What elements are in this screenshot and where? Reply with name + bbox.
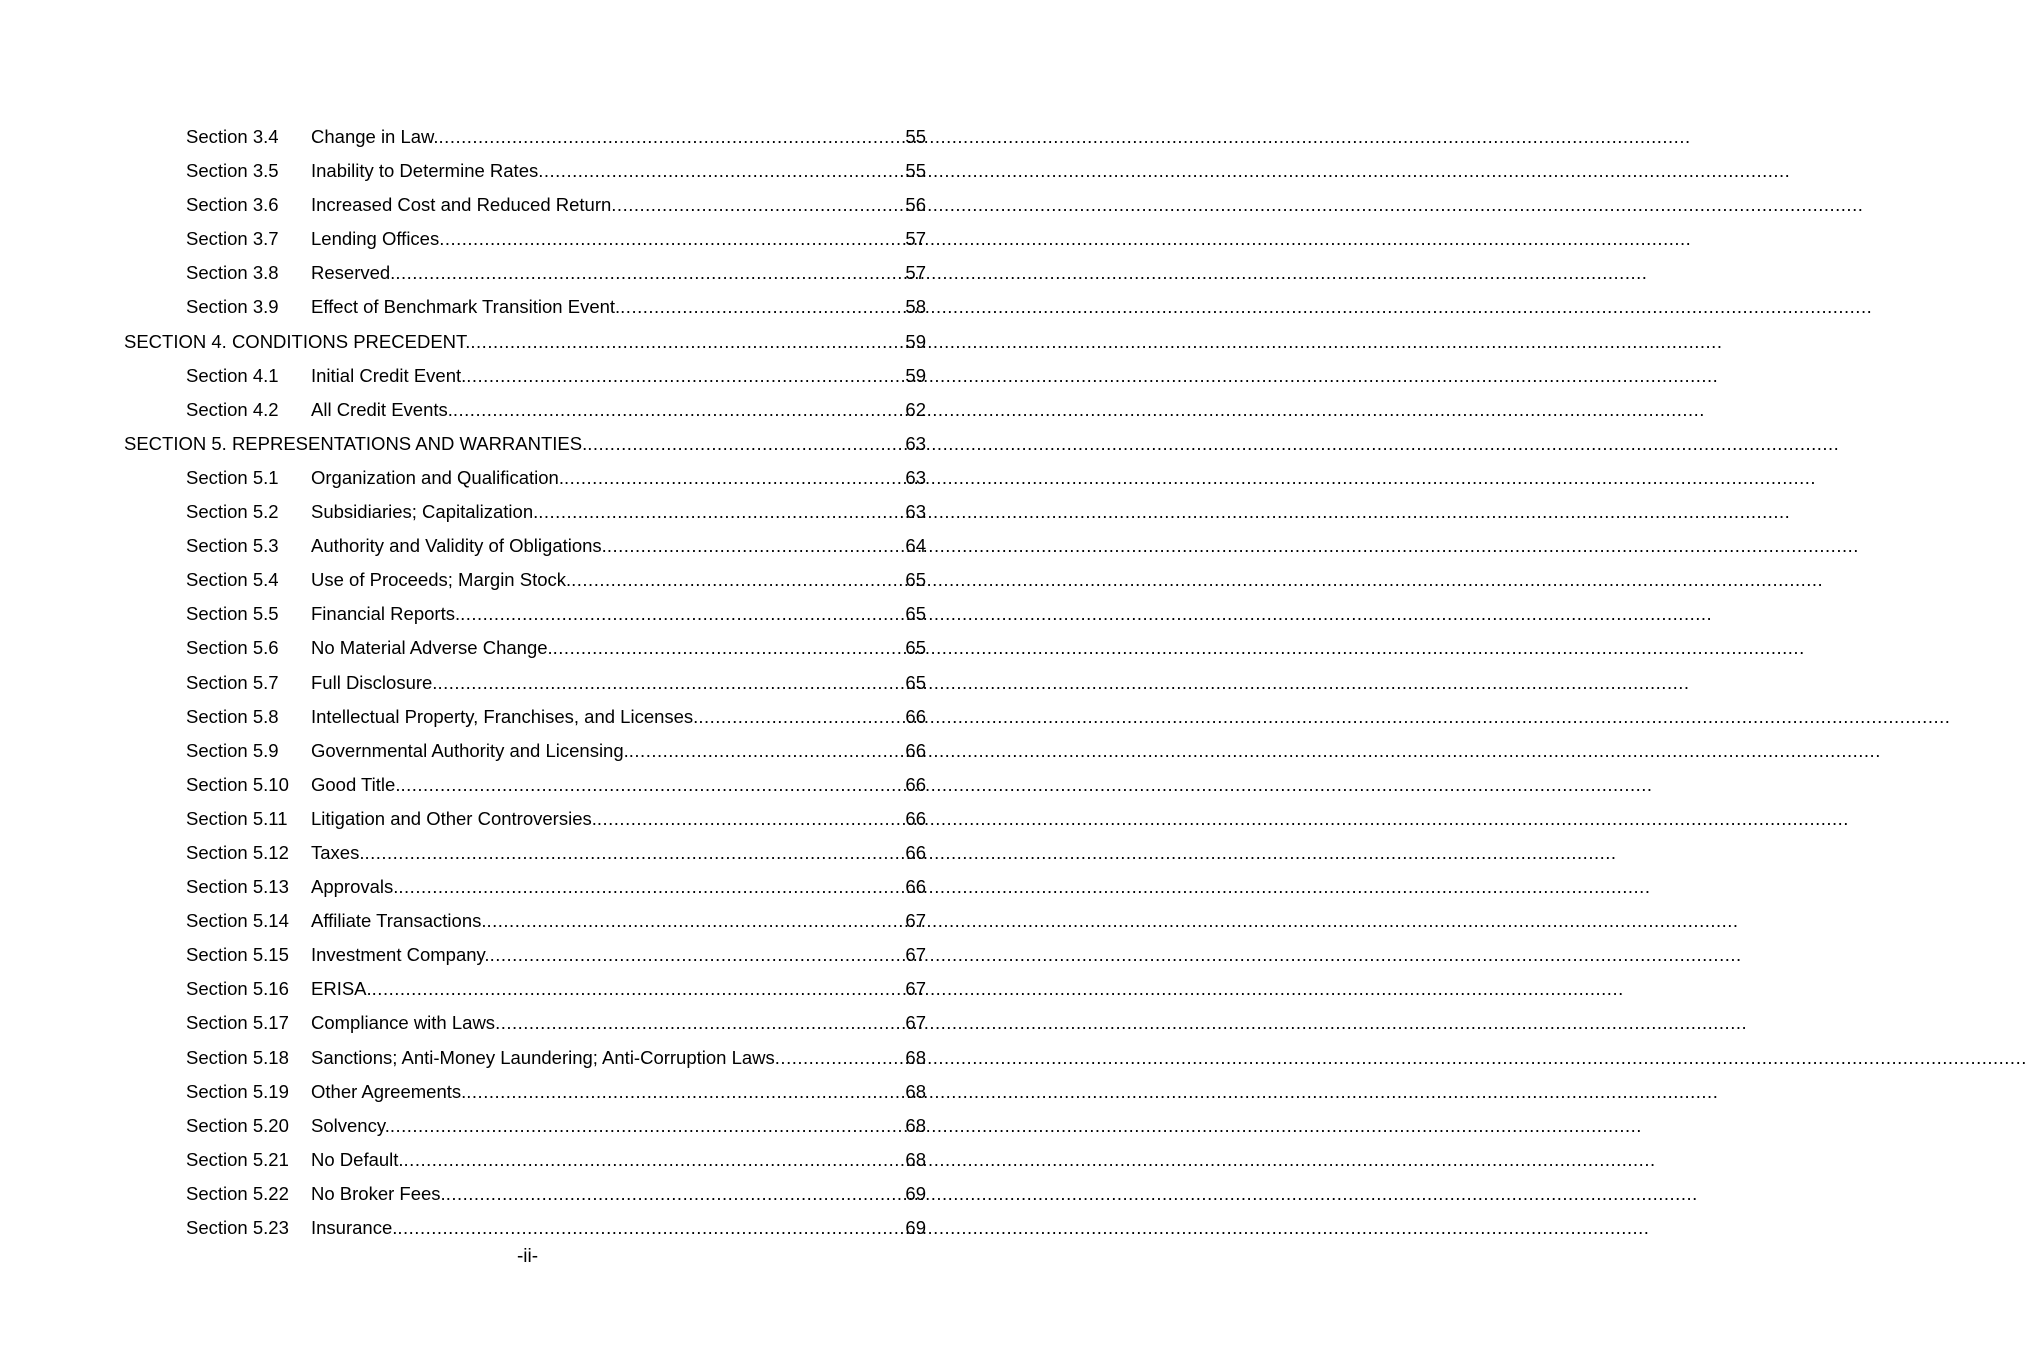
- toc-section-number: Section 3.5: [186, 160, 279, 182]
- toc-section-title: Subsidiaries; Capitalization.: [311, 501, 539, 523]
- toc-section-row[interactable]: [124, 290, 926, 324]
- toc-section-title: Full Disclosure.: [311, 671, 438, 693]
- toc-section-title: No Default.: [311, 1148, 404, 1170]
- toc-section-row[interactable]: [124, 188, 926, 222]
- toc-dot-leader: [611, 188, 901, 222]
- toc-section-number: Section 5.22: [186, 1182, 289, 1204]
- toc-section-number: Section 5.16: [186, 978, 289, 1000]
- toc-dot-leader: [404, 1143, 902, 1177]
- toc-section-number: Section 5.5: [186, 603, 279, 625]
- toc-section-number: Section 5.2: [186, 501, 279, 523]
- toc-section-row[interactable]: [124, 120, 926, 154]
- toc-heading-title: SECTION 4. CONDITIONS PRECEDENT.: [124, 330, 471, 352]
- toc-section-row[interactable]: [124, 597, 926, 631]
- toc-section-row[interactable]: [124, 631, 926, 665]
- toc-dot-leader: [460, 597, 901, 631]
- toc-section-title: Organization and Qualification.: [311, 466, 564, 488]
- toc-dot-leader: [395, 256, 901, 290]
- toc-section-title: Solvency.: [311, 1114, 390, 1136]
- toc-page-number: 65: [905, 637, 926, 659]
- toc-page-number: 66: [905, 739, 926, 761]
- toc-dot-leader: [607, 529, 902, 563]
- toc-section-row[interactable]: [124, 734, 926, 768]
- toc-section-number: Section 5.13: [186, 876, 289, 898]
- toc-section-number: Section 3.6: [186, 194, 279, 216]
- toc-heading-row[interactable]: [124, 325, 926, 359]
- toc-section-number: Section 3.7: [186, 228, 279, 250]
- toc-section-number: Section 5.1: [186, 466, 279, 488]
- toc-section-title: Insurance.: [311, 1217, 398, 1238]
- toc-dot-leader: [453, 393, 902, 427]
- toc-section-number: Section 4.1: [186, 364, 279, 386]
- toc-dot-leader: [553, 631, 902, 665]
- toc-section-row[interactable]: [124, 529, 926, 563]
- toc-page-number: 63: [905, 466, 926, 488]
- toc-dot-leader: [446, 1177, 902, 1211]
- toc-page-number: 69: [905, 1182, 926, 1204]
- toc-section-row[interactable]: [124, 1143, 926, 1177]
- toc-section-row[interactable]: [124, 1006, 926, 1040]
- toc-page-number: 69: [905, 1217, 926, 1238]
- toc-section-row[interactable]: [124, 802, 926, 836]
- toc-section-title: ERISA.: [311, 978, 372, 1000]
- toc-section-row[interactable]: [124, 768, 926, 802]
- toc-dot-leader: [495, 1006, 901, 1040]
- toc-dot-leader: [437, 666, 901, 700]
- toc-section-title: Litigation and Other Controversies.: [311, 807, 597, 829]
- toc-section-row[interactable]: [124, 1041, 926, 1075]
- toc-dot-leader: [538, 495, 901, 529]
- toc-page-number: 66: [905, 807, 926, 829]
- toc-section-title: Change in Law.: [311, 126, 439, 147]
- toc-section-title: No Broker Fees.: [311, 1182, 446, 1204]
- toc-page-number: 67: [905, 1012, 926, 1034]
- toc-section-row[interactable]: [124, 1075, 926, 1109]
- toc-page-number: 58: [905, 296, 926, 318]
- toc-page-number: 68: [905, 1148, 926, 1170]
- toc-dot-leader: [466, 359, 901, 393]
- toc-dot-leader: [597, 802, 902, 836]
- toc-dot-leader: [571, 563, 901, 597]
- toc-page-number: 64: [905, 535, 926, 557]
- toc-section-row[interactable]: [124, 393, 926, 427]
- toc-page-number: 66: [905, 841, 926, 863]
- toc-section-number: Section 4.2: [186, 398, 279, 420]
- toc-page-number: 59: [905, 330, 926, 352]
- toc-section-title: Other Agreements.: [311, 1080, 467, 1102]
- toc-section-number: Section 5.9: [186, 739, 279, 761]
- toc-page-number: 68: [905, 1046, 926, 1068]
- toc-page-number: 67: [905, 910, 926, 932]
- toc-dot-leader: [538, 154, 901, 188]
- toc-section-row[interactable]: [124, 972, 926, 1006]
- toc-section-number: Section 5.3: [186, 535, 279, 557]
- toc-page-number: 62: [905, 398, 926, 420]
- toc-heading-row[interactable]: [124, 427, 926, 461]
- table-of-contents: [124, 120, 926, 1245]
- toc-section-row[interactable]: [124, 461, 926, 495]
- toc-dot-leader: [487, 904, 902, 938]
- toc-page-number: 65: [905, 603, 926, 625]
- toc-page-number: 59: [905, 364, 926, 386]
- toc-page-number: 66: [905, 773, 926, 795]
- toc-dot-leader: [439, 222, 901, 256]
- toc-page-number: 68: [905, 1080, 926, 1102]
- toc-section-number: Section 5.21: [186, 1148, 289, 1170]
- toc-section-title: Inability to Determine Rates: [311, 160, 539, 182]
- toc-section-number: Section 5.17: [186, 1012, 289, 1034]
- toc-dot-leader: [698, 700, 901, 734]
- toc-dot-leader: [629, 734, 902, 768]
- toc-page-number: 57: [905, 228, 926, 250]
- toc-section-number: Section 5.15: [186, 944, 289, 966]
- toc-section-title: Use of Proceeds; Margin Stock.: [311, 569, 572, 591]
- toc-section-row[interactable]: [124, 563, 926, 597]
- toc-page-number: 65: [905, 671, 926, 693]
- toc-section-title: Compliance with Laws: [311, 1012, 496, 1034]
- toc-dot-leader: [564, 461, 901, 495]
- toc-dot-leader: [398, 870, 901, 904]
- toc-section-number: Section 5.20: [186, 1114, 289, 1136]
- toc-section-number: Section 5.18: [186, 1046, 289, 1068]
- toc-section-title: No Material Adverse Change.: [311, 637, 553, 659]
- toc-section-row[interactable]: [124, 256, 926, 290]
- toc-section-title: All Credit Events.: [311, 398, 453, 420]
- toc-section-number: Section 5.4: [186, 569, 279, 591]
- toc-section-title: Governmental Authority and Licensing.: [311, 739, 629, 761]
- toc-section-title: Initial Credit Event.: [311, 364, 467, 386]
- toc-dot-leader: [470, 325, 901, 359]
- toc-page-number: 55: [905, 126, 926, 147]
- toc-section-title: Financial Reports.: [311, 603, 461, 625]
- toc-section-title: Good Title.: [311, 773, 401, 795]
- toc-section-title: Lending Offices: [311, 228, 440, 250]
- toc-section-row[interactable]: [124, 359, 926, 393]
- toc-section-row[interactable]: [124, 1109, 926, 1143]
- toc-dot-leader: [400, 768, 901, 802]
- toc-section-number: Section 5.11: [186, 807, 288, 829]
- toc-section-title: Effect of Benchmark Transition Event.: [311, 296, 621, 318]
- toc-section-title: Reserved.: [311, 262, 396, 284]
- toc-section-row[interactable]: [124, 1177, 926, 1211]
- toc-section-title: Approvals.: [311, 876, 399, 898]
- toc-section-number: Section 5.12: [186, 841, 289, 863]
- toc-page-number: 66: [905, 705, 926, 727]
- toc-section-title: Increased Cost and Reduced Return: [311, 194, 612, 216]
- toc-section-number: Section 5.7: [186, 671, 279, 693]
- toc-section-row[interactable]: [124, 154, 926, 188]
- toc-page-number: 66: [905, 876, 926, 898]
- toc-section-number: Section 5.8: [186, 705, 279, 727]
- toc-section-row[interactable]: [124, 938, 926, 972]
- toc-section-row[interactable]: [124, 836, 926, 870]
- toc-dot-leader: [587, 427, 901, 461]
- toc-dot-leader: [439, 120, 902, 154]
- toc-page-number: 56: [905, 194, 926, 216]
- toc-section-number: Section 3.8: [186, 262, 279, 284]
- toc-section-row[interactable]: [124, 495, 926, 529]
- toc-section-title: Affiliate Transactions.: [311, 910, 487, 932]
- toc-section-number: Section 5.10: [186, 773, 289, 795]
- toc-section-number: Section 3.9: [186, 296, 279, 318]
- toc-dot-leader: [397, 1211, 901, 1245]
- toc-section-number: Section 5.23: [186, 1217, 289, 1238]
- toc-dot-leader: [775, 1041, 902, 1075]
- toc-section-row[interactable]: [124, 222, 926, 256]
- toc-section-title: Authority and Validity of Obligations.: [311, 535, 607, 557]
- toc-page-number: 63: [905, 432, 926, 454]
- toc-page-number: 57: [905, 262, 926, 284]
- toc-section-title: Investment Company.: [311, 944, 490, 966]
- toc-section-row[interactable]: [124, 870, 926, 904]
- toc-section-row[interactable]: [124, 700, 926, 734]
- toc-section-title: Taxes.: [311, 841, 365, 863]
- toc-section-number: Section 5.6: [186, 637, 279, 659]
- toc-dot-leader: [364, 836, 901, 870]
- toc-page-number: 55: [905, 160, 926, 182]
- toc-page-number: 67: [905, 978, 926, 1000]
- page-number-footer: -ii-: [516, 1246, 539, 1267]
- toc-section-title: Sanctions; Anti-Money Laundering; Anti-Corruption Laws: [311, 1046, 775, 1068]
- toc-section-title: Intellectual Property, Franchises, and Licenses.: [311, 705, 699, 727]
- toc-dot-leader: [490, 938, 902, 972]
- toc-heading-title: SECTION 5. REPRESENTATIONS AND WARRANTIES.: [124, 432, 588, 454]
- toc-section-row[interactable]: [124, 1211, 926, 1245]
- toc-page-number: 63: [905, 501, 926, 523]
- toc-section-number: Section 5.14: [186, 910, 289, 932]
- toc-dot-leader: [466, 1075, 901, 1109]
- toc-dot-leader: [390, 1109, 902, 1143]
- toc-section-row[interactable]: [124, 904, 926, 938]
- toc-page-number: 68: [905, 1114, 926, 1136]
- toc-section-row[interactable]: [124, 666, 926, 700]
- toc-section-number: Section 5.19: [186, 1080, 289, 1102]
- toc-page-number: 65: [905, 569, 926, 591]
- toc-section-number: Section 3.4: [186, 126, 279, 147]
- toc-dot-leader: [620, 290, 901, 324]
- toc-dot-leader: [372, 972, 902, 1006]
- toc-page-number: 67: [905, 944, 926, 966]
